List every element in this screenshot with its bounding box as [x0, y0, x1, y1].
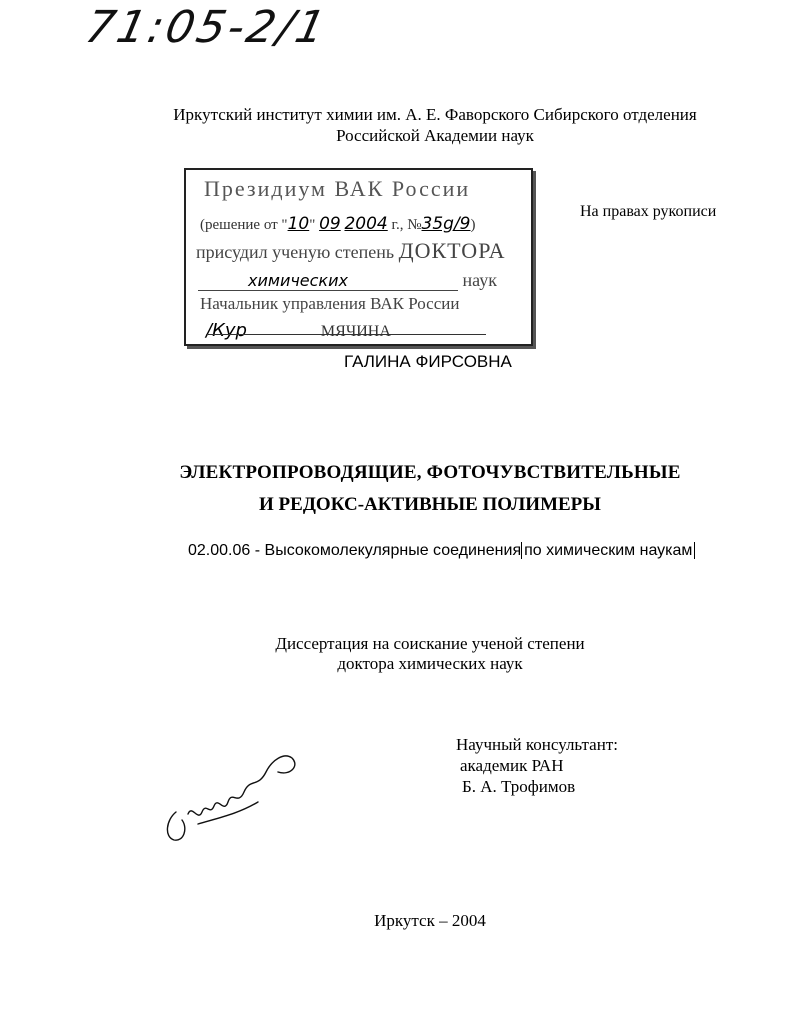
vak-stamp: [184, 168, 533, 346]
stamp-decision-day: 10: [287, 214, 310, 234]
stamp-decision-mid1: ": [309, 217, 316, 233]
specialty-code: 02.00.06 -: [188, 542, 261, 559]
stamp-field-suffix: наук: [462, 270, 497, 290]
scientific-consultant: [456, 734, 618, 797]
consultant-rank: академик РАН: [460, 756, 564, 775]
consultant-label: Научный консультант:: [456, 735, 618, 754]
stamp-strike-line: [206, 334, 486, 335]
stamp-decision-mid2: г., №: [391, 217, 422, 233]
stamp-decision: [200, 214, 545, 234]
stamp-decision-number: 35g/9: [421, 214, 471, 234]
specialty: [188, 542, 695, 560]
author-name: ГАЛИНА ФИРСОВНА: [344, 352, 512, 371]
stamp-decision-month: 09: [319, 214, 341, 234]
institute-line-1: Иркутский институт химии им. А. Е. Фаворского Сибирского отделения: [173, 105, 697, 124]
institute-header: [120, 104, 750, 146]
stamp-decision-year: 2004: [344, 214, 388, 234]
consultant-name: Б. А. Трофимов: [462, 777, 576, 796]
specialty-name: Высокомолекулярные соединения: [264, 542, 522, 559]
stamp-decision-suffix: ): [470, 217, 476, 233]
stamp-title: Президиум ВАК России: [204, 176, 471, 201]
stamp-awarded-text: присудил ученую степень: [196, 242, 395, 262]
stamp-signature-row: [206, 320, 551, 341]
city-year: Иркутск – 2004: [374, 911, 486, 930]
stamp-signature-initials: /Кур: [206, 320, 247, 341]
stamp-awarded: [196, 238, 541, 264]
stamp-decision-prefix: (решение от ": [200, 217, 288, 233]
thesis-degree-line-1: Диссертация на соискание ученой степени: [275, 634, 585, 653]
stamp-head-name: МЯЧИНА: [320, 323, 391, 340]
stamp-field: [198, 270, 543, 291]
stamp-head-title: Начальник управления ВАК России: [200, 294, 460, 313]
rights-notice: На правах рукописи: [580, 203, 717, 220]
stamp-degree: ДОКТОРА: [398, 238, 506, 263]
thesis-title-line-2: И РЕДОКС-АКТИВНЫЕ ПОЛИМЕРЫ: [259, 494, 601, 515]
thesis-degree-line-2: доктора химических наук: [337, 654, 523, 673]
handwritten-signature: [158, 742, 308, 852]
institute-line-2: Российской Академии наук: [336, 126, 534, 145]
thesis-title-line-1: ЭЛЕКТРОПРОВОДЯЩИЕ, ФОТОЧУВСТВИТЕЛЬНЫЕ: [179, 462, 681, 483]
stamp-field-handwritten: химических: [198, 271, 458, 291]
archive-number-handwritten: 71:05-2/1: [81, 2, 333, 53]
specialty-science: по химическим наукам: [521, 542, 695, 559]
